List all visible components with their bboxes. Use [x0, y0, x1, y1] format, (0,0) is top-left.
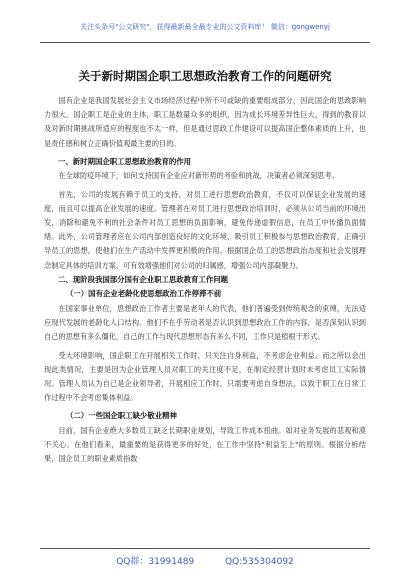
paragraph: 在全球防疫环境下，如何支持国有企业应对新形势的考验和挑战，决策者必须深刻思考。: [58, 171, 339, 181]
footer: [40, 554, 370, 567]
section-heading-1: 一、新时期国企职工思想政治教育的作用: [58, 156, 192, 166]
footer-qq-group: QQ群：31991489: [116, 557, 195, 567]
paragraph: 首先，公司的发展有赖于员工的支持，对员工进行思想政治教育，不仅可以保证企业发展的速度，而且可以提高企业发展的速度。管理者在对员工进行思想政治培训时，必须从公司当前的环境出发，消除和避免不利的社会条件对员工思想的负面影响，避免传递虚假信息，在员工中传播负面情绪。此外，公司管理者应在公司内部创造良好的文化环境，吸引员工积极参与思想政治教育，正确引导员工的思想，使他们在生产活动中发挥更积极的作用。根据国企员工的思想政治态度和社会发展理念制定具体的培训方案，可有效增强他们对公司的归属感，增强公司内部凝聚力。: [44, 189, 366, 270]
header-rule: [40, 42, 370, 43]
subsection-heading-2a: （一）国有企业老龄化使思想政治工作停滞不前: [66, 289, 222, 299]
subsection-heading-2b: （二）一些国企职工缺少敬业精神: [66, 411, 177, 421]
intro-paragraph: 国有企业是我国发展社会主义市场经济过程中所不可或缺的重要组成部分，因此国企的思政影响力很大。国企职工是企业的主体，职工是数量众多的组织，因为成长环境差异性巨大，得到的教育以及对新时期挑战所适应的程度也不太一样，但是通过思政工作建设可以提高国企整体素质的上升，也是责任感和树立正确价值观最主要的目的。: [44, 96, 366, 148]
footer-rule: [40, 548, 370, 549]
paragraph: 受大环境影响，国企职工在开展相关工作时，只关注自身利益，不考虑企业利益。而之所以会出现此类情况，主要是因为企业管理人员对职工的关注度不足，在制定经营计划时未考虑员工实际情况。管理人员认为自己是企业领导者，开展相应工作时，只需要考虑自身想法，以致于职工在日常工作过程中不会考虑集体利益。: [44, 350, 366, 403]
paragraph: 目前，国有企业绝大多数员工缺乏长期职业规划，导致工作成本扭曲。如对业务发展的悲观和漠不关心。在他们看来，最重要的是获得更多的好处，在工作中坚持"利益至上"的原则。根据分析结果，国企员工的职业素质指数: [44, 426, 366, 464]
footer-qq-number: QQ:535304092: [225, 557, 294, 567]
document-title: 关于新时期国企职工思想政治教育工作的问题研究: [78, 69, 332, 83]
section-heading-2: 二、现阶段我国部分国有企业职工思政教育工作问题: [58, 274, 228, 284]
document-body: [44, 94, 366, 467]
paragraph: 在国家事业单位，思想政治工作者主要是老年人的代表，他们普遍受到传统观念的束缚，无法适应现代发展的老龄化人口结构。他们不在乎劳动者是否认识到思想政治工作的内容，是否深刻认识到自己的思想有多么僵化，自己的工作与现代思想形态有多么不同，工作只是植根于形式。: [44, 304, 366, 342]
header-note: 关注头条号"公文研究"，获得最新最全最专业的公文资料库！ 微信：gongwenyj: [80, 23, 330, 31]
